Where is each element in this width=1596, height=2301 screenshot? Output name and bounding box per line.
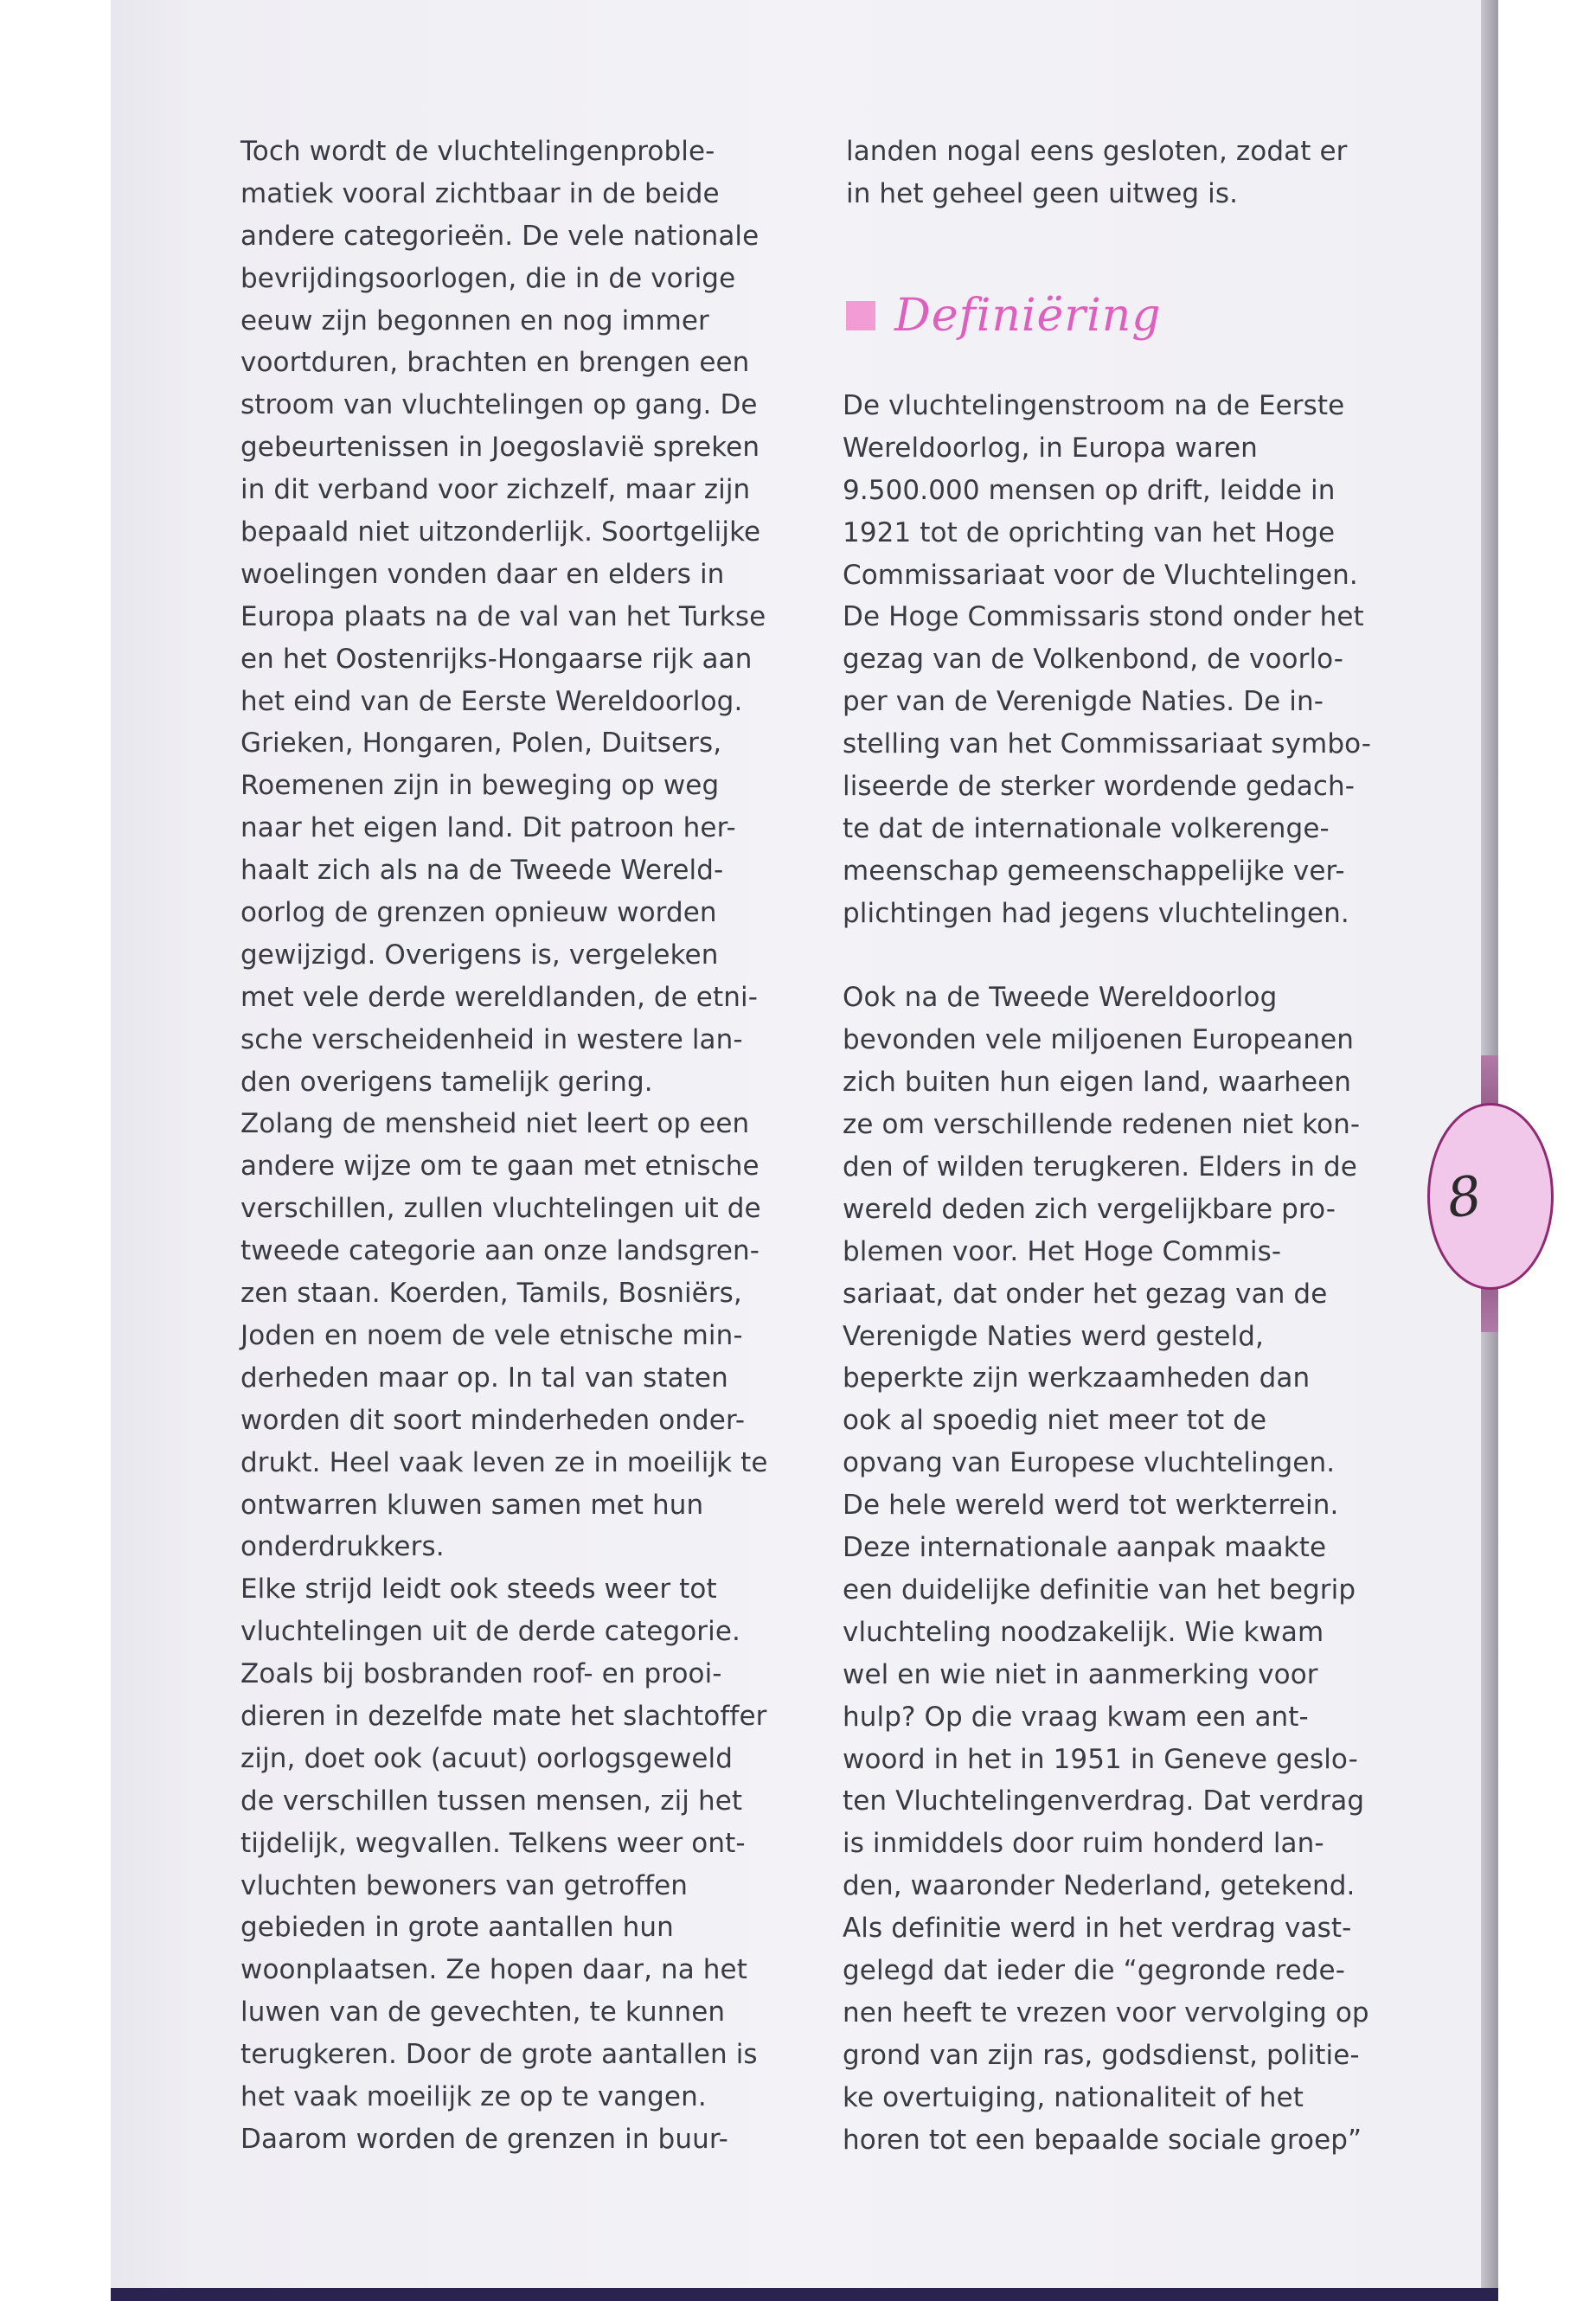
- text-line: gelegd dat ieder die “gegronde rede-: [843, 1954, 1346, 1986]
- right-column: [843, 385, 1396, 2161]
- text-line: stroom van vluchtelingen op gang. De: [240, 389, 758, 421]
- text-line: het eind van de Eerste Wereldoorlog.: [240, 685, 743, 717]
- text-line: Deze internationale aanpak maakte: [843, 1532, 1327, 1564]
- text-line: liseerde de sterker wordende gedach-: [843, 771, 1355, 803]
- text-line: zich buiten hun eigen land, waarheen: [843, 1067, 1352, 1099]
- text-line: meenschap gemeenschappelijke ver-: [843, 855, 1345, 887]
- text-line: plichtingen had jegens vluchtelingen.: [843, 897, 1349, 929]
- text-line: opvang van Europese vluchtelingen.: [843, 1447, 1336, 1479]
- text-line: 9.500.000 mensen op drift, leidde in: [843, 474, 1336, 506]
- page-tab-number: 8: [1443, 1163, 1486, 1230]
- text-line: matiek vooral zichtbaar in de beide: [240, 177, 720, 209]
- text-line: den, waaronder Nederland, getekend.: [843, 1870, 1356, 1902]
- text-line: andere wijze om te gaan met etnische: [240, 1150, 760, 1183]
- text-line: Toch wordt de vluchtelingenproble-: [240, 136, 715, 167]
- text-line: dieren in dezelfde mate het slachtoffer: [240, 1700, 767, 1732]
- text-line: te dat de internationale volkerenge-: [843, 812, 1330, 844]
- text-line: vluchtelingen uit de derde categorie.: [240, 1616, 740, 1648]
- text-line: een duidelijke definitie van het begrip: [843, 1574, 1356, 1606]
- text-line: oorlog de grenzen opnieuw worden: [240, 897, 717, 929]
- text-line: terugkeren. Door de grote aantallen is: [240, 2039, 758, 2071]
- text-line: Zolang de mensheid niet leert op een: [240, 1108, 750, 1140]
- text-line: woord in het in 1951 in Geneve geslo-: [843, 1743, 1358, 1775]
- text-line: ze om verschillende redenen niet kon-: [843, 1109, 1361, 1141]
- text-line: stelling van het Commissariaat symbo-: [843, 728, 1372, 760]
- text-line: nen heeft te vrezen voor vervolging op: [843, 1997, 1369, 2029]
- text-line: voortduren, brachten en brengen een: [240, 347, 750, 379]
- text-line: De Hoge Commissaris stond onder het: [843, 601, 1364, 633]
- text-line: 1921 tot de oprichting van het Hoge: [843, 516, 1336, 548]
- text-line: woelingen vonden daar en elders in: [240, 558, 725, 590]
- text-line: andere categorieën. De vele nationale: [240, 220, 760, 252]
- page-tab-marker: [1427, 1103, 1554, 1290]
- text-line: wereld deden zich vergelijkbare pro-: [843, 1193, 1336, 1225]
- text-line: de verschillen tussen mensen, zij het: [240, 1785, 743, 1817]
- text-line: ke overtuiging, nationaliteit of het: [843, 2081, 1304, 2113]
- text-line: derheden maar op. In tal van staten: [240, 1362, 728, 1394]
- text-line: Daarom worden de grenzen in buur-: [240, 2123, 728, 2155]
- text-line: naar het eigen land. Dit patroon her-: [240, 812, 736, 844]
- text-line: haalt zich als na de Tweede Wereld-: [240, 855, 724, 887]
- text-line: horen tot een bepaalde sociale groep”: [843, 2124, 1362, 2156]
- text-line: gewijzigd. Overigens is, vergeleken: [240, 939, 719, 971]
- text-line: ontwarren kluwen samen met hun: [240, 1489, 704, 1521]
- section-heading: [846, 281, 1162, 350]
- text-line: grond van zijn ras, godsdienst, politie-: [843, 2039, 1360, 2071]
- text-line: Europa plaats na de val van het Turkse: [240, 600, 766, 632]
- text-line: Joden en noem de vele etnische min-: [240, 1319, 743, 1351]
- text-line: sariaat, dat onder het gezag van de: [843, 1278, 1328, 1310]
- text-line: Roemenen zijn in beweging op weg: [240, 770, 720, 802]
- text-line: Ook na de Tweede Wereldoorlog: [843, 982, 1278, 1014]
- text-line: gebieden in grote aantallen hun: [240, 1912, 674, 1944]
- left-column: [240, 131, 794, 2161]
- paragraph-gap: [843, 935, 1396, 977]
- text-line: bepaald niet uitzonderlijk. Soortgelijke: [240, 516, 761, 548]
- text-line: Elke strijd leidt ook steeds weer tot: [240, 1574, 717, 1606]
- text-line: gezag van de Volkenbond, de voorlo-: [843, 644, 1344, 676]
- text-line: vluchteling noodzakelijk. Wie kwam: [843, 1616, 1324, 1648]
- text-line: vluchten bewoners van getroffen: [240, 1869, 688, 1901]
- text-line: is inmiddels door ruim honderd lan-: [843, 1828, 1324, 1860]
- text-line: het vaak moeilijk ze op te vangen.: [240, 2080, 707, 2112]
- text-line: Commissariaat voor de Vluchtelingen.: [843, 559, 1358, 591]
- text-line: bevonden vele miljoenen Europeanen: [843, 1024, 1354, 1056]
- text-line: sche verscheidenheid in westere lan-: [240, 1023, 743, 1055]
- text-line: blemen voor. Het Hoge Commis-: [843, 1235, 1282, 1267]
- text-line: De hele wereld werd tot werkterrein.: [843, 1490, 1339, 1522]
- text-line: hulp? Op die vraag kwam een ant-: [843, 1701, 1309, 1733]
- text-line: den of wilden terugkeren. Elders in de: [843, 1151, 1357, 1183]
- text-line: verschillen, zullen vluchtelingen uit de: [240, 1193, 761, 1225]
- text-line: Grieken, Hongaren, Polen, Duitsers,: [240, 727, 722, 760]
- text-line: worden dit soort minderheden onder-: [240, 1404, 746, 1436]
- right-column-continuation: [846, 131, 1400, 215]
- text-line: Als definitie werd in het verdrag vast-: [843, 1913, 1352, 1945]
- text-line: tweede categorie aan onze landsgren-: [240, 1235, 760, 1267]
- text-line: gebeurtenissen in Joegoslavië spreken: [240, 432, 760, 464]
- text-line: onderdrukkers.: [240, 1531, 445, 1563]
- text-line: drukt. Heel vaak leven ze in moeilijk te: [240, 1446, 768, 1478]
- text-line: en het Oostenrijks-Hongaarse rijk aan: [240, 643, 753, 675]
- text-line: tijdelijk, wegvallen. Telkens weer ont-: [240, 1827, 746, 1859]
- text-line: in het geheel geen uitweg is.: [846, 177, 1239, 209]
- text-line: met vele derde wereldlanden, de etni-: [240, 981, 758, 1013]
- heading-title: Definiëring: [894, 290, 1162, 342]
- text-line: Verenigde Naties werd gesteld,: [843, 1320, 1265, 1352]
- text-line: woonplaatsen. Ze hopen daar, na het: [240, 1954, 747, 1986]
- text-line: luwen van de gevechten, te kunnen: [240, 1997, 726, 2029]
- text-line: ook al spoedig niet meer tot de: [843, 1405, 1267, 1437]
- text-line: wel en wie niet in aanmerking voor: [843, 1658, 1318, 1690]
- bottom-strip: [111, 2288, 1498, 2301]
- text-line: beperkte zijn werkzaamheden dan: [843, 1362, 1311, 1394]
- text-line: in dit verband voor zichzelf, maar zijn: [240, 474, 751, 506]
- text-line: De vluchtelingenstroom na de Eerste: [843, 390, 1345, 421]
- heading-bullet-square: [846, 301, 875, 330]
- text-line: landen nogal eens gesloten, zodat er: [846, 136, 1348, 167]
- text-line: Wereldoorlog, in Europa waren: [843, 432, 1258, 464]
- text-line: den overigens tamelijk gering.: [240, 1066, 653, 1098]
- text-line: per van de Verenigde Naties. De in-: [843, 686, 1324, 718]
- text-line: Zoals bij bosbranden roof- en prooi-: [240, 1658, 722, 1690]
- text-line: zijn, doet ook (acuut) oorlogsgeweld: [240, 1742, 734, 1774]
- text-line: ten Vluchtelingenverdrag. Dat verdrag: [843, 1785, 1365, 1817]
- text-line: zen staan. Koerden, Tamils, Bosniërs,: [240, 1278, 742, 1310]
- text-line: bevrijdingsoorlogen, die in de vorige: [240, 262, 736, 294]
- text-line: eeuw zijn begonnen en nog immer: [240, 304, 709, 336]
